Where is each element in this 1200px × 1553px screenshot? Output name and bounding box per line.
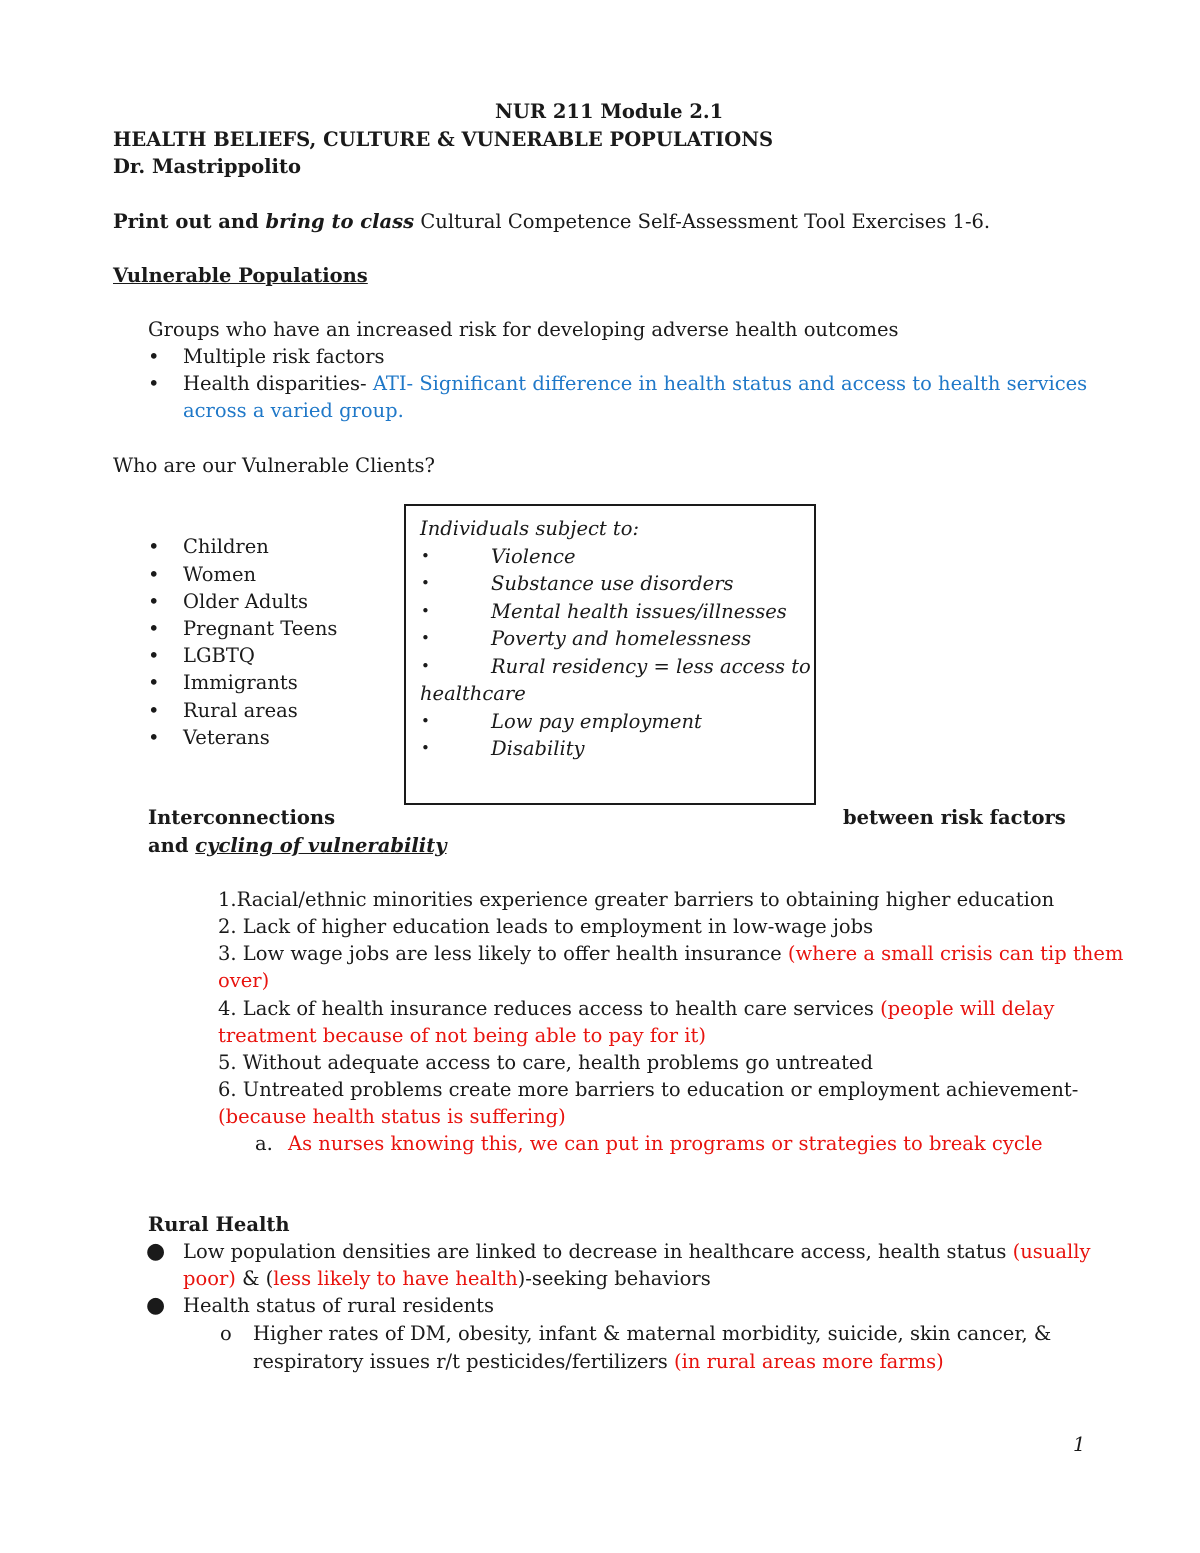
ati-note-continued: across a varied group. — [183, 399, 404, 422]
rural-sub-text: respiratory issues r/t pesticides/fertilizers — [253, 1350, 674, 1373]
bullet-dot: • — [148, 563, 160, 586]
box-item: Poverty and homelessness — [491, 627, 752, 650]
sub-item-marker: a. — [255, 1132, 273, 1155]
interconnections-left: Interconnections — [148, 806, 336, 829]
cycle-step-3-text: 3. Low wage jobs are less likely to offer health insurance — [218, 942, 788, 965]
interconnections-and: and — [148, 834, 196, 857]
box-item: Violence — [491, 545, 576, 568]
bullet-dot: • — [148, 372, 160, 395]
client-item: Pregnant Teens — [183, 617, 338, 640]
bullet-dot: • — [148, 726, 160, 749]
client-item: Children — [183, 535, 269, 558]
rural-bullet-2: Health status of rural residents — [183, 1294, 495, 1317]
box-bullet: • — [421, 712, 430, 730]
client-item: Older Adults — [183, 590, 308, 613]
rural-note-poor: poor) — [183, 1267, 236, 1290]
instructions-bold: Print out and — [113, 210, 266, 233]
box-heading: Individuals subject to: — [420, 517, 640, 540]
box-item-wrap: healthcare — [420, 682, 526, 705]
risk-factors-item: Multiple risk factors — [183, 345, 385, 368]
rural-note-less-likely: less likely to have health — [273, 1267, 518, 1290]
bullet-dot: ● — [146, 1239, 166, 1264]
instructions-rest: Cultural Competence Self-Assessment Tool Exercises 1-6. — [414, 210, 991, 233]
cycle-step-5: 5. Without adequate access to care, health problems go untreated — [218, 1051, 873, 1074]
nurses-strategy-note: As nurses knowing this, we can put in programs or strategies to break cycle — [288, 1132, 1043, 1155]
cycle-step-4-note: (people will delay — [880, 997, 1055, 1020]
health-disparities-item — [183, 370, 1087, 397]
client-item: LGBTQ — [183, 644, 255, 667]
client-item: Immigrants — [183, 671, 298, 694]
bullet-dot: • — [148, 671, 160, 694]
box-bullet: • — [421, 574, 430, 592]
bullet-dot: • — [148, 590, 160, 613]
print-instructions — [113, 208, 990, 235]
rural-sub-bullet: Higher rates of DM, obesity, infant & maternal morbidity, suicide, skin cancer, & — [253, 1322, 1052, 1345]
box-item: Rural residency = less access to — [491, 655, 811, 678]
vulnerable-heading: Vulnerable Populations — [113, 264, 368, 287]
bullet-dot: • — [148, 535, 160, 558]
cycle-step-4-note-cont: treatment because of not being able to pay for it) — [218, 1024, 706, 1047]
topic-title: HEALTH BELIEFS, CULTURE & VUNERABLE POPULATIONS — [113, 128, 774, 151]
rural-bullet-1-cont — [183, 1265, 711, 1292]
box-bullet: • — [421, 739, 430, 757]
rural-sub-note: (in rural areas more farms) — [673, 1350, 944, 1373]
rural-sub-bullet-cont — [253, 1348, 944, 1375]
instructions-bold-italic: bring to class — [265, 210, 415, 233]
bullet-dot: ● — [146, 1293, 166, 1318]
box-item: Substance use disorders — [491, 572, 734, 595]
vulnerable-definition: Groups who have an increased risk for developing adverse health outcomes — [148, 318, 899, 341]
interconnections-right: between risk factors — [843, 806, 1066, 829]
rural-bullet-1-text: Low population densities are linked to decrease in healthcare access, health status — [183, 1240, 1013, 1263]
cycle-step-2: 2. Lack of higher education leads to employment in low-wage jobs — [218, 915, 874, 938]
client-item: Women — [183, 563, 257, 586]
bullet-dot: • — [148, 644, 160, 667]
client-item: Veterans — [183, 726, 270, 749]
box-item: Disability — [491, 737, 585, 760]
box-item: Mental health issues/illnesses — [491, 600, 787, 623]
cycle-step-6: 6. Untreated problems create more barriers to education or employment achievement- — [218, 1078, 1079, 1101]
box-bullet: • — [421, 657, 430, 675]
client-item: Rural areas — [183, 699, 298, 722]
cycle-step-1: 1.Racial/ethnic minorities experience greater barriers to obtaining higher education — [218, 888, 1055, 911]
box-bullet: • — [421, 629, 430, 647]
box-bullet: • — [421, 602, 430, 620]
sub-bullet-o: o — [220, 1322, 232, 1345]
vulnerable-clients-question: Who are our Vulnerable Clients? — [113, 454, 435, 477]
cycling-emphasis: cycling of vulnerability — [195, 834, 447, 857]
bullet-dot: • — [148, 699, 160, 722]
instructor-name: Dr. Mastrippolito — [113, 155, 301, 178]
rural-bullet-1 — [183, 1238, 1091, 1265]
ati-note: ATI- Significant difference in health status and access to health services — [372, 372, 1088, 395]
interconnections-line2 — [148, 832, 447, 859]
course-title: NUR 211 Module 2.1 — [495, 100, 724, 123]
cycle-step-4-text: 4. Lack of health insurance reduces access to health care services — [218, 997, 881, 1020]
cycle-step-3-note-cont: over) — [218, 969, 270, 992]
rural-health-heading: Rural Health — [148, 1213, 290, 1236]
cycle-step-6-note: (because health status is suffering) — [218, 1105, 566, 1128]
box-item: Low pay employment — [491, 710, 702, 733]
box-bullet: • — [421, 547, 430, 565]
cycle-step-3-note: (where a small crisis can tip them — [787, 942, 1124, 965]
rural-and: & ( — [235, 1267, 274, 1290]
cycle-step-4 — [218, 995, 1054, 1022]
page-number: 1 — [1073, 1433, 1086, 1456]
rural-seeking: )-seeking behaviors — [517, 1267, 711, 1290]
bullet-dot: • — [148, 345, 160, 368]
cycle-step-3 — [218, 940, 1123, 967]
health-disparities-label: Health disparities- — [183, 372, 373, 395]
bullet-dot: • — [148, 617, 160, 640]
rural-bullet-1-note: (usually — [1012, 1240, 1091, 1263]
